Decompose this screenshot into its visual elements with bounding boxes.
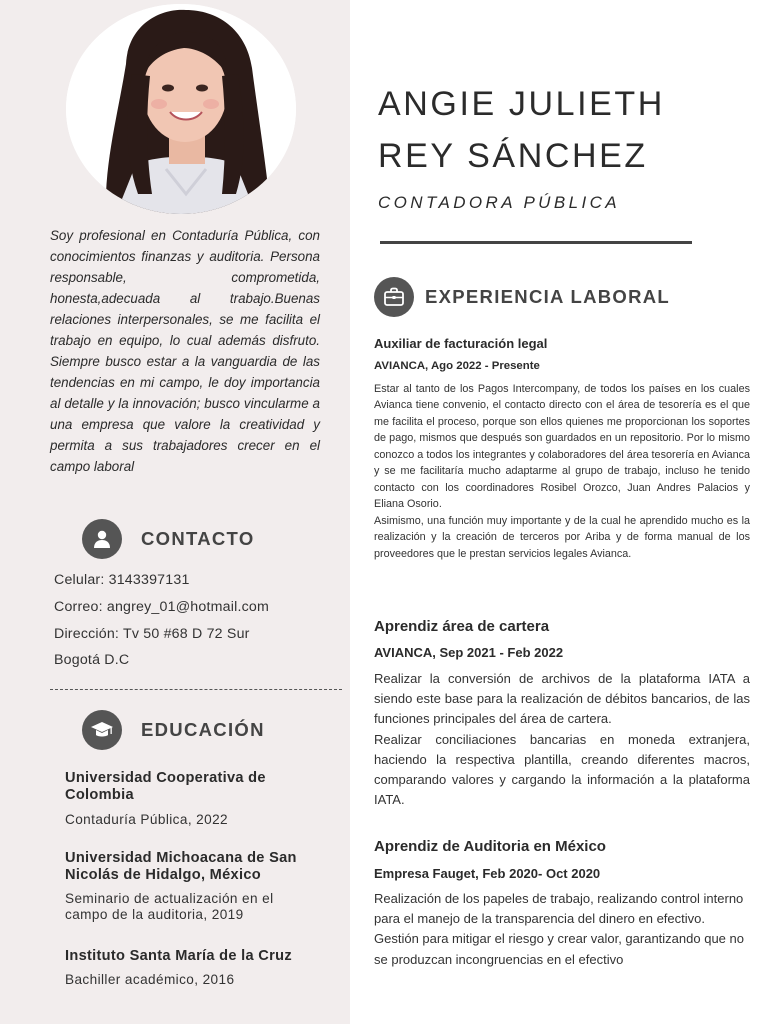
job-company: AVIANCA, Ago 2022 - Presente: [374, 360, 540, 372]
contact-header: [82, 519, 255, 559]
education-detail: Bachiller académico, 2016: [65, 972, 235, 987]
user-icon: [82, 519, 122, 559]
job-paragraph: Asimismo, una función muy importante y de la cual he aprendido mucho es la realización y la creación de terceros por Ariba y de forma manual de los proveedores que le prestan servicios legales Avianca.: [374, 514, 750, 560]
contact-address: Dirección: Tv 50 #68 D 72 Sur: [54, 626, 250, 642]
contact-phone: Celular: 3143397131: [54, 572, 190, 588]
profile-photo: [66, 4, 296, 214]
contact-email: Correo: angrey_01@hotmail.com: [54, 599, 269, 615]
job-paragraph: Realizar la conversión de archivos de la plataforma IATA a siendo este base para la realización de débitos bancarios, de las funciones principales del área de cartera.: [374, 671, 750, 727]
job-title: Aprendiz área de cartera: [374, 618, 550, 635]
job-description: [374, 669, 750, 810]
sidebar: [0, 0, 350, 1024]
job-company: AVIANCA, Sep 2021 - Feb 2022: [374, 645, 564, 660]
experience-title: EXPERIENCIA LABORAL: [425, 286, 671, 307]
education-institution: Instituto Santa María de la Cruz: [65, 948, 292, 964]
briefcase-icon: [374, 277, 414, 317]
full-name: [378, 78, 665, 182]
education-institution: Universidad Michoacana de San Nicolás de Hidalgo, México: [65, 850, 297, 883]
job-company: Empresa Fauget, Feb 2020- Oct 2020: [374, 866, 601, 881]
job-role: CONTADORA PÚBLICA: [378, 193, 620, 212]
job-title: Auxiliar de facturación legal: [374, 336, 548, 351]
main-column: [350, 0, 768, 1024]
graduation-cap-icon: [82, 710, 122, 750]
education-institution: Universidad Cooperativa de Colombia: [65, 770, 266, 803]
job-paragraph: Estar al tanto de los Pagos Intercompany, de todos los países en los cuales Avianca tiene convenio, el contacto directo con el área de tesorería es el que me facilita el proceso, porque son ellos quienes me proporcionan los soportes de pago, mismos que después son guardados en un repositorio. Por lo mismo conozco a todos los integrantes y colaboradores del área tesorería en Avianca y se me facilitaría mucho adaptarme al grupo de trabajo, incluso he tenido contacto con los coordinadores Rosibel Orozco, Juan Andres Palacios y Eliana Osorio.: [374, 383, 750, 511]
profile-summary: Soy profesional en Contaduría Pública, con conocimientos finanzas y auditoria. Persona responsable, comprometida, honesta,adecuada al trabajo.Buenas relaciones interpersonales, se me facilita el trabajo en equipo, lo cual además disfruto. Siempre busco estar a la vanguardia de las tendencias en mi campo, le doy importancia al detalle y la innovación; busco vincularme a una empresa que valore la creatividad y permita a sus trabajadores crecer en el campo laboral: [50, 228, 320, 474]
section-divider: [50, 689, 342, 690]
education-detail: Seminario de actualización en el campo de la auditoria, 2019: [65, 891, 274, 922]
experience-header: [374, 277, 670, 317]
job-title: Aprendiz de Auditoria en México: [374, 838, 606, 855]
job-paragraph: Realización de los papeles de trabajo, realizando control interno para el manejo de la transparencia del dinero en efectivo.: [374, 891, 744, 927]
education-detail: Contaduría Pública, 2022: [65, 812, 229, 827]
name-line-2: REY SÁNCHEZ: [378, 137, 648, 175]
name-line-1: ANGIE JULIETH: [378, 85, 665, 123]
header-rule: [380, 241, 692, 244]
education-header: [82, 710, 265, 750]
job-paragraph: Realizar conciliaciones bancarias en moneda extranjera, haciendo la respectiva plantilla, creando diferentes macros, comparando valores y cargando la información a la plataforma IATA.: [374, 731, 750, 808]
job-description: [374, 381, 750, 562]
contact-title: CONTACTO: [141, 528, 255, 549]
job-description: [374, 889, 750, 970]
contact-city: Bogotá D.C: [54, 652, 130, 668]
job-paragraph: Gestión para mitigar el riesgo y crear valor, garantizando que no se produzcan incongruencias en el efectivo: [374, 931, 744, 967]
education-title: EDUCACIÓN: [141, 719, 265, 740]
